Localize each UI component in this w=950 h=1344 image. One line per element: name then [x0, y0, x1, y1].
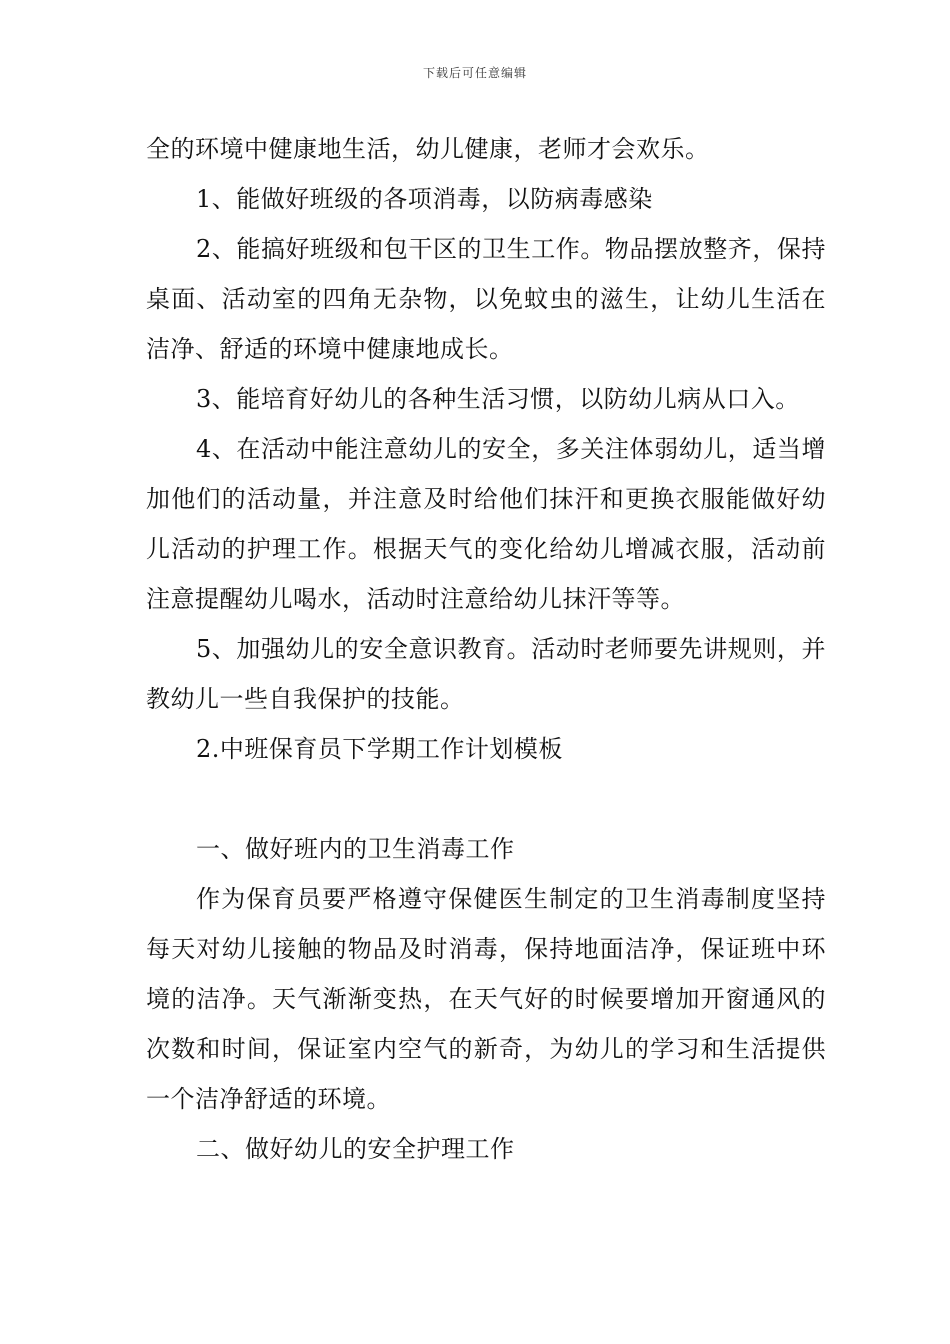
paragraph-item-5: 5、加强幼儿的安全意识教育。活动时老师要先讲规则，并教幼儿一些自我保护的技能。 [146, 635, 826, 713]
page-header-note: 下载后可任意编辑 [422, 66, 527, 80]
heading-one: 一、做好班内的卫生消毒工作 [196, 835, 515, 863]
blank-line [146, 774, 826, 824]
section-title: 2.中班保育员下学期工作计划模板 [196, 735, 563, 763]
paragraph-hygiene: 作为保育员要严格遵守保健医生制定的卫生消毒制度坚持每天对幼儿接触的物品及时消毒，保持地面洁净，保证班中环境的洁净。天气渐渐变热，在天气好的时候要增加开窗通风的次数和时间，保证室内空气的新奇，为幼儿的学习和生活提供一个洁净舒适的环境。 [146, 885, 826, 1113]
paragraph-continuation: 全的环境中健康地生活，幼儿健康，老师才会欢乐。 [146, 135, 710, 163]
paragraph-item-4: 4、在活动中能注意幼儿的安全，多关注体弱幼儿，适当增加他们的活动量，并注意及时给他们抹汗和更换衣服能做好幼儿活动的护理工作。根据天气的变化给幼儿增减衣服，活动前注意提醒幼儿喝水，活动时注意给幼儿抹汗等等。 [146, 435, 826, 613]
paragraph-item-2: 2、能搞好班级和包干区的卫生工作。物品摆放整齐，保持桌面、活动室的四角无杂物，以免蚊虫的滋生，让幼儿生活在洁净、舒适的环境中健康地成长。 [146, 235, 826, 363]
heading-two: 二、做好幼儿的安全护理工作 [196, 1135, 515, 1163]
document-body [146, 124, 826, 1174]
paragraph-item-3: 3、能培育好幼儿的各种生活习惯，以防幼儿病从口入。 [196, 385, 800, 413]
paragraph-item-1: 1、能做好班级的各项消毒，以防病毒感染 [196, 185, 653, 213]
